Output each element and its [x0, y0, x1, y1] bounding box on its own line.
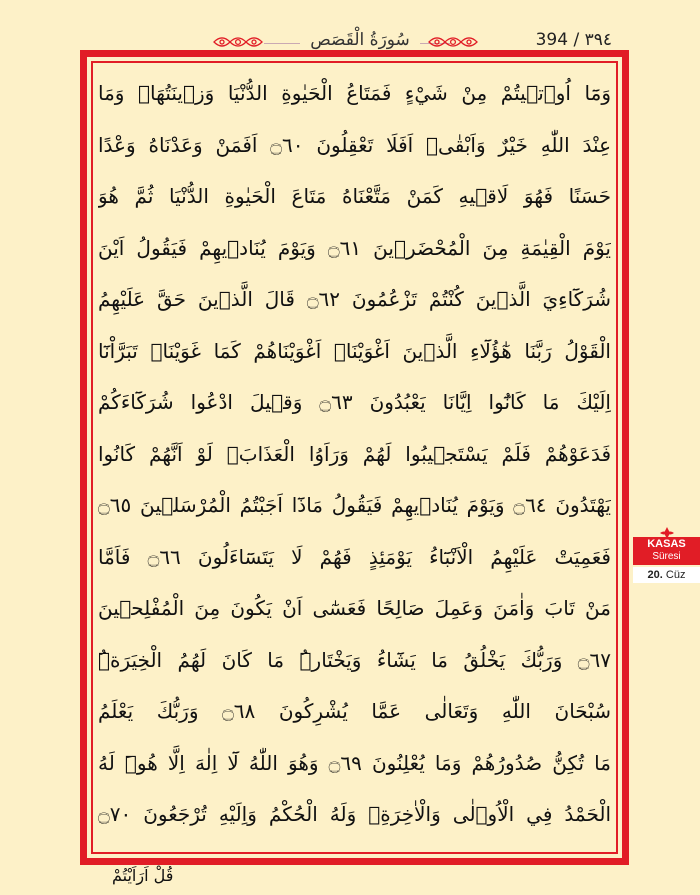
text-line: مَا تُكِنُّ صُدُورُهُمْ وَمَا يُعْلِنُونَ ۝٦٩ وَهُوَ اللّٰهُ لَٓا اِلٰهَ اِلَّا هُوَۜ لَهُ: [98, 750, 611, 775]
header-rule-left: [264, 43, 300, 44]
text-line: يَوْمَ الْقِيٰمَةِ مِنَ الْمُحْضَرٖينَ ۝٦١ وَيَوْمَ يُنَادٖيهِمْ فَيَقُولُ اَيْنَ: [98, 235, 611, 260]
text-line: ۝٦٧ وَرَبُّكَ يَخْلُقُ مَا يَشَٓاءُ وَيَخْتَارُۜ مَا كَانَ لَهُمُ الْخِيَرَةُۜ: [98, 647, 611, 672]
surah-word-label: Süresi: [652, 551, 681, 562]
juz-word: Cüz: [665, 569, 686, 581]
text-line: فَدَعَوْهُمْ فَلَمْ يَسْتَجٖيبُوا لَهُمْ وَرَاَوُا الْعَذَابَۚ لَوْ اَنَّهُمْ كَانُوا: [98, 441, 611, 466]
left-ornament-icon: [212, 32, 264, 52]
juz-badge: [633, 567, 700, 583]
text-line: يَهْتَدُونَ ۝٦٤ وَيَوْمَ يُنَادٖيهِمْ فَيَقُولُ مَاذَٓا اَجَبْتُمُ الْمُرْسَلٖينَ ۝٦٥: [98, 493, 611, 517]
text-line: عِنْدَ اللّٰهِ خَيْرٌ وَاَبْقٰىۜ اَفَلَا تَعْقِلُونَ ۝٦٠ اَفَمَنْ وَعَدْنَاهُ وَعْدًا: [98, 132, 611, 157]
surah-title: سُورَةُ الْقَصَصِ: [310, 30, 410, 50]
text-line: سُبْحَانَ اللّٰهِ وَتَعَالٰى عَمَّا يُشْرِكُونَ ۝٦٨ وَرَبُّكَ يَعْلَمُ: [98, 699, 611, 723]
text-line: اِلَيْكَ مَا كَانُٓوا اِيَّانَا يَعْبُدُونَ ۝٦٣ وَقٖيلَ ادْعُوا شُرَكَٓاءَكُمْ: [98, 390, 611, 414]
text-line: مَنْ تَابَ وَاٰمَنَ وَعَمِلَ صَالِحًا فَعَسٰٓى اَنْ يَكُونَ مِنَ الْمُفْلِحٖينَ: [98, 596, 611, 620]
juz-number: 20.: [647, 569, 663, 581]
text-line: حَسَنًا فَهُوَ لَاقٖيهِ كَمَنْ مَتَّعْنَاهُ مَتَاعَ الْحَيٰوةِ الدُّنْيَا ثُمَّ هُوَ: [98, 184, 611, 208]
quran-text-block: [98, 68, 611, 841]
catchword: قُلْ اَرَاَيْتُمْ: [112, 866, 174, 885]
surah-name-label: KASAS: [647, 538, 686, 550]
text-line: الْحَمْدُ فِي الْاُو۫لٰى وَالْاٰخِرَةِۘ وَلَهُ الْحُكْمُ وَاِلَيْهِ تُرْجَعُونَ ۝٧٠: [98, 802, 611, 826]
text-line: شُرَكَٓاءِيَ الَّذٖينَ كُنْتُمْ تَزْعُمُونَ ۝٦٢ قَالَ الَّذٖينَ حَقَّ عَلَيْهِمُ: [98, 287, 611, 311]
surah-name-badge: [633, 537, 700, 565]
text-line: الْقَوْلُ رَبَّنَا هٰٓؤُلَٓاءِ الَّذٖينَ اَغْوَيْنَاۚ اَغْوَيْنَاهُمْ كَمَا غَوَيْنَاۚ تَبَرَّاْنَٓا: [98, 338, 611, 363]
text-line: فَعَمِيَتْ عَلَيْهِمُ الْاَنْبَٓاءُ يَوْمَئِذٍ فَهُمْ لَا يَتَسَٓاءَلُونَ ۝٦٦ فَاَمَّا: [98, 544, 611, 569]
right-ornament-icon: [427, 32, 479, 52]
surah-side-tab[interactable]: [633, 527, 700, 579]
page-number: 394 / ٣٩٤: [535, 30, 612, 50]
text-line: وَمَٓا اُو۫تٖيتُمْ مِنْ شَيْءٍ فَمَتَاعُ الْحَيٰوةِ الدُّنْيَا وَزٖينَتُهَاۚ وَمَا: [98, 81, 611, 105]
